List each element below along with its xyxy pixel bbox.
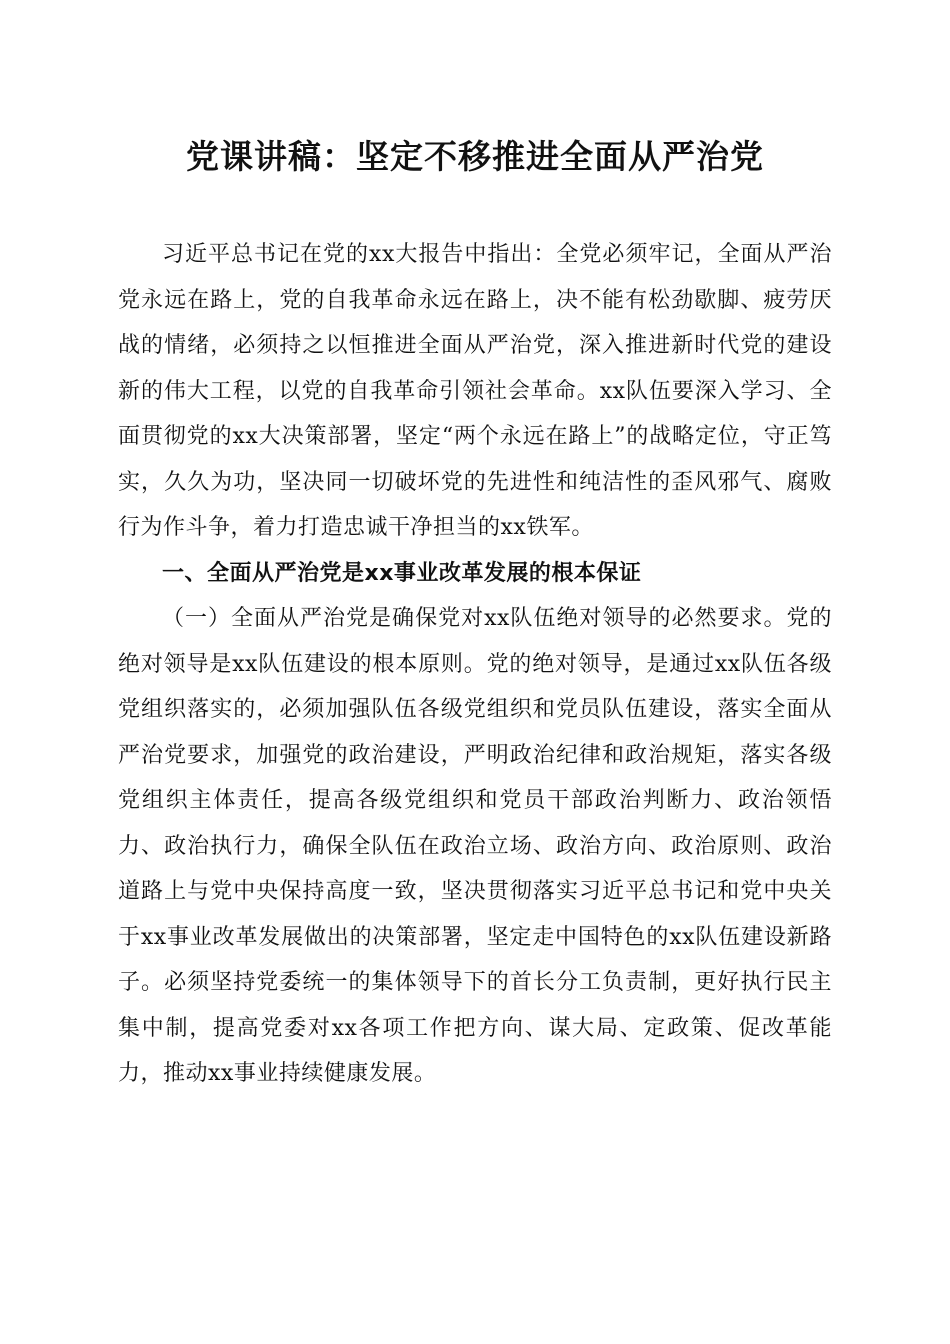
document-body xyxy=(118,232,832,1097)
section-heading-1: 一、全面从严治党是xx事业改革发展的根本保证 xyxy=(162,560,642,586)
section-1-paragraph-1: （一）全面从严治党是确保党对xx队伍绝对领导的必然要求。党的绝对领导是xx队伍建设的根本原则。党的绝对领导，是通过xx队伍各级党组织落实的，必须加强队伍各级党组织和党员队伍建设，落实全面从严治党要求，加强党的政治建设，严明政治纪律和政治规矩，落实各级党组织主体责任，提高各级党组织和党员干部政治判断力、政治领悟力、政治执行力，确保全队伍在政治立场、政治方向、政治原则、政治道路上与党中央保持高度一致，坚决贯彻落实习近平总书记和党中央关于xx事业改革发展做出的决策部署，坚定走中国特色的xx队伍建设新路子。必须坚持党委统一的集体领导下的首长分工负责制，更好执行民主集中制，提高党委对xx各项工作把方向、谋大局、定政策、促改革能力，推动xx事业持续健康发展。 xyxy=(118,606,832,1086)
document-title: 党课讲稿：坚定不移推进全面从严治党 xyxy=(186,137,764,176)
intro-paragraph: 习近平总书记在党的xx大报告中指出：全党必须牢记，全面从严治党永远在路上，党的自我革命永远在路上，决不能有松劲歇脚、疲劳厌战的情绪，必须持之以恒推进全面从严治党，深入推进新时代党的建设新的伟大工程，以党的自我革命引领社会革命。xx队伍要深入学习、全面贯彻党的xx大决策部署，坚定“两个永远在路上”的战略定位，守正笃实，久久为功，坚决同一切破坏党的先进性和纯洁性的歪风邪气、腐败行为作斗争，着力打造忠诚干净担当的xx铁军。 xyxy=(118,242,832,540)
